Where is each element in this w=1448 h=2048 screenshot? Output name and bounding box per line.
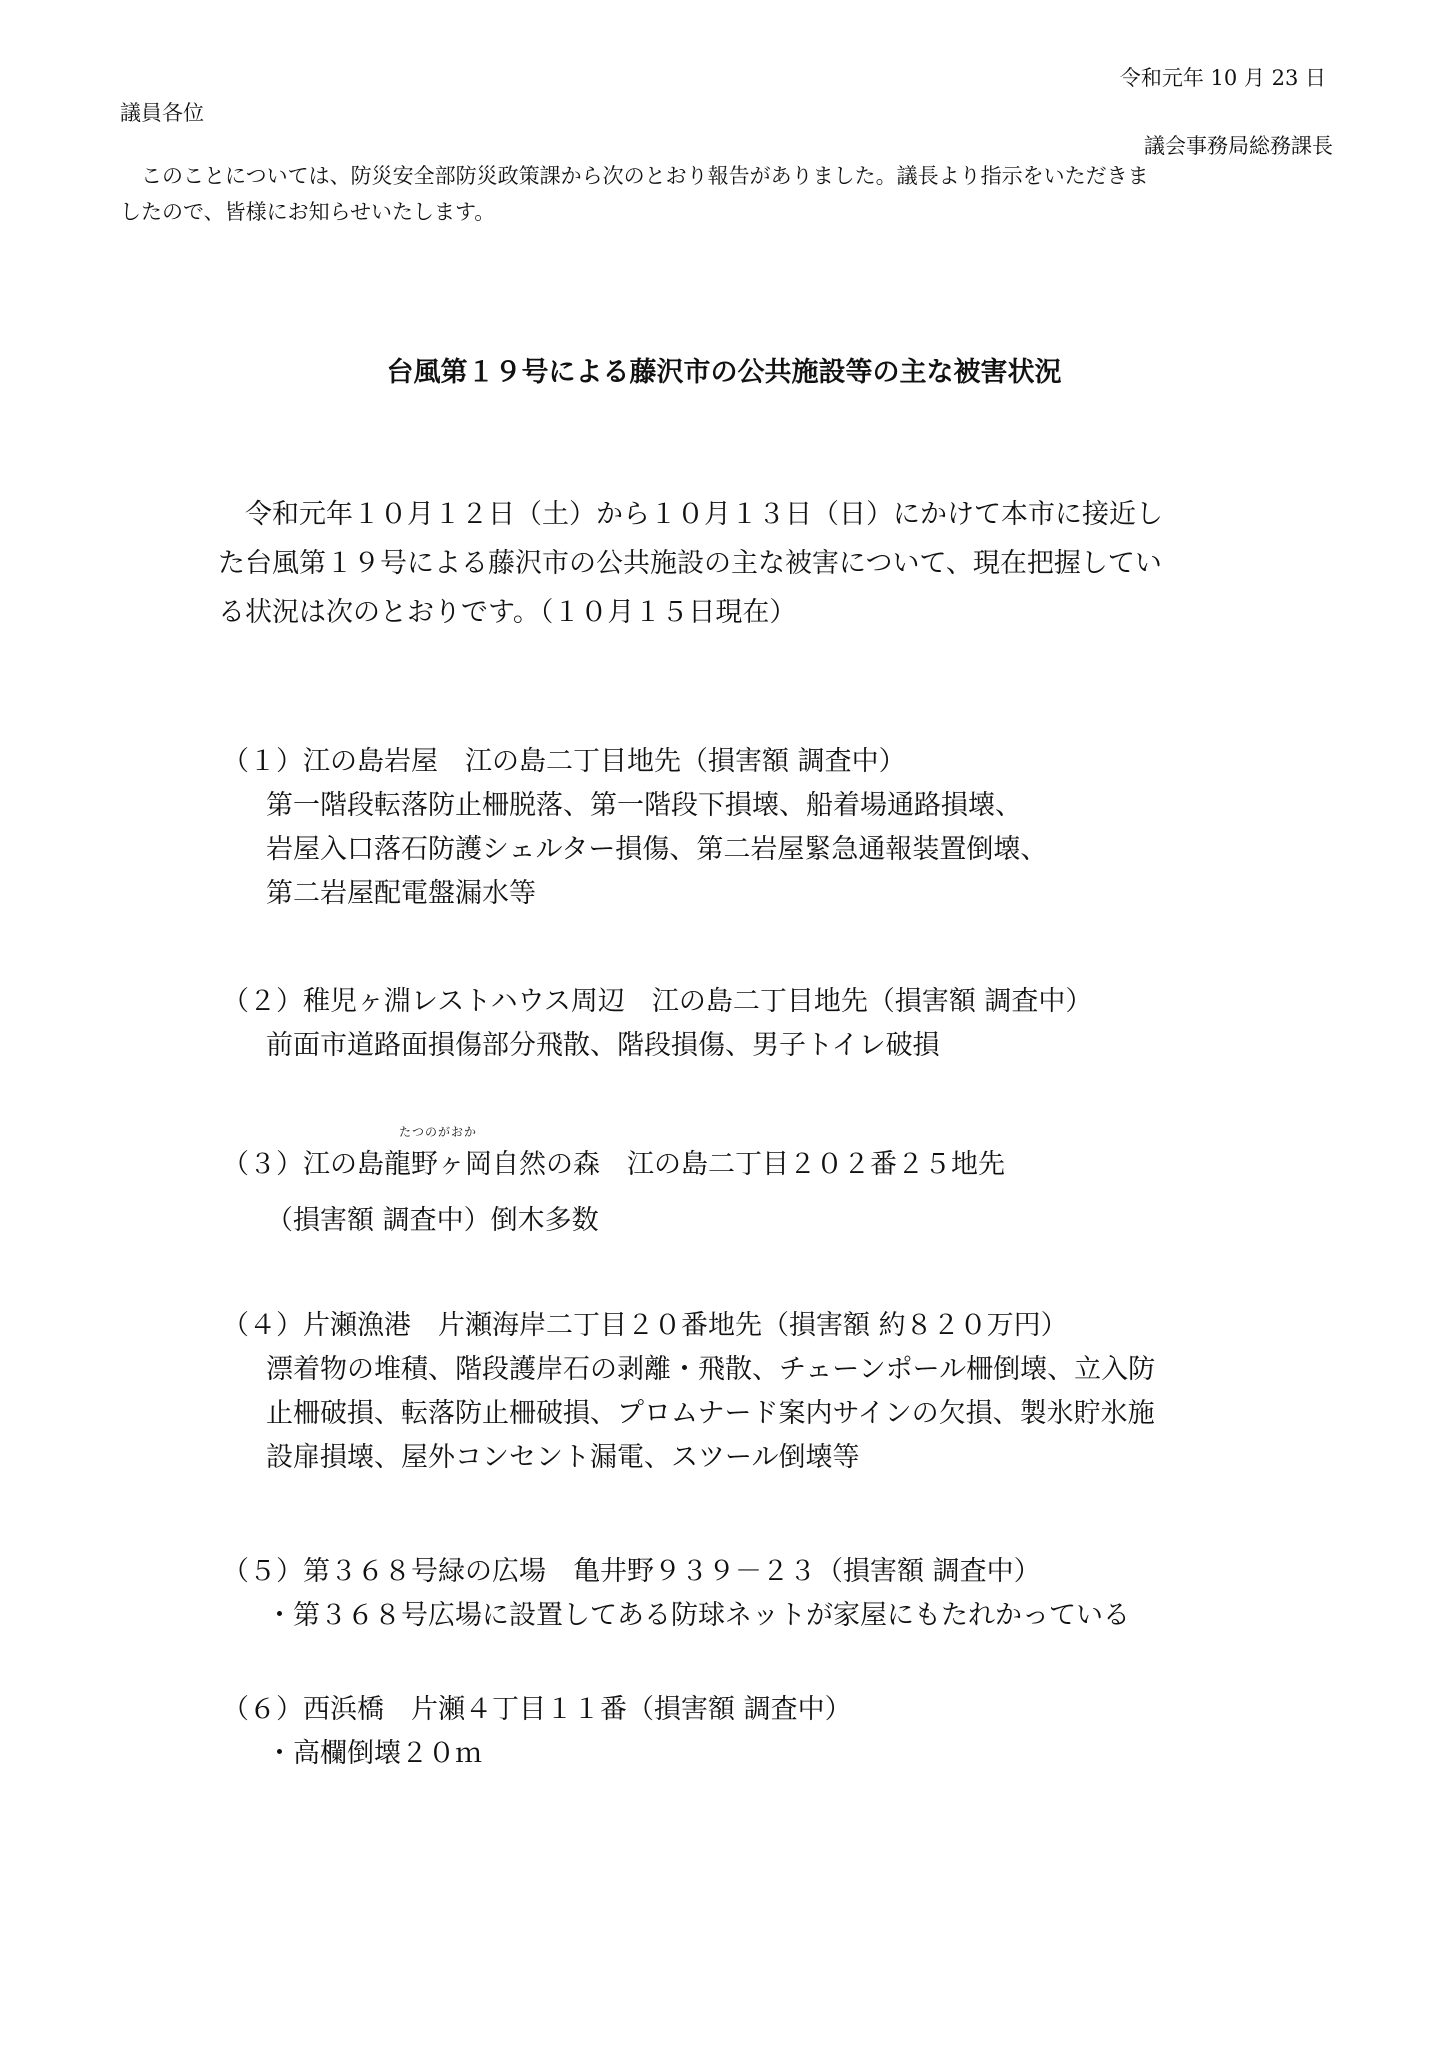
lead-line: た台風第１９号による藤沢市の公共施設の主な被害について、現在把握してい xyxy=(218,548,1162,579)
damage-item-6 xyxy=(222,1688,1322,1776)
sender: 議会事務局総務課長 xyxy=(1144,134,1333,158)
damage-item-detail: 止柵破損、転落防止柵破損、プロムナード案内サインの欠損、製氷貯氷施 xyxy=(266,1398,1155,1429)
damage-item-1 xyxy=(222,740,1322,916)
damage-item-detail: 漂着物の堆積、階段護岸石の剥離・飛散、チェーンポール柵倒壊、立入防 xyxy=(266,1354,1156,1385)
damage-item-detail: ・高欄倒壊２０ｍ xyxy=(266,1738,482,1769)
damage-item-heading: （４）片瀬漁港 片瀬海岸二丁目２０番地先（損害額 約８２０万円） xyxy=(222,1310,1068,1341)
damage-item-3 xyxy=(222,1125,1322,1243)
place-name: 龍野ヶ岡 xyxy=(384,1149,492,1180)
damage-item-detail: 第二岩屋配電盤漏水等 xyxy=(266,878,536,909)
lead-paragraph xyxy=(218,490,1278,637)
place-name-with-reading xyxy=(384,1125,492,1187)
damage-item-detail: 岩屋入口落石防護シェルター損傷、第二岩屋緊急通報装置倒壊、 xyxy=(266,834,1048,865)
damage-item-heading xyxy=(222,1125,1322,1187)
damage-item-heading: （６）西浜橋 片瀬４丁目１１番（損害額 調査中） xyxy=(222,1694,852,1725)
damage-item-2 xyxy=(222,980,1322,1068)
intro-line: このことについては、防災安全部防災政策課から次のとおり報告がありました。議長より指示をいただきま xyxy=(141,164,1149,188)
furigana-reading: たつのがおか xyxy=(398,1125,478,1139)
damage-item-4 xyxy=(222,1304,1322,1480)
lead-line: る状況は次のとおりです。（１０月１５日現在） xyxy=(218,597,797,628)
damage-item-heading: （１）江の島岩屋 江の島二丁目地先（損害額 調査中） xyxy=(222,746,906,777)
heading-prefix: （３）江の島 xyxy=(222,1149,384,1180)
lead-line: 令和元年１０月１２日（土）から１０月１３日（日）にかけて本市に接近し xyxy=(245,499,1163,530)
heading-suffix: 自然の森 江の島二丁目２０２番２５地先 xyxy=(492,1149,1005,1180)
damage-item-heading: （５）第３６８号緑の広場 亀井野９３９－２３（損害額 調査中） xyxy=(222,1556,1041,1587)
damage-item-detail: 前面市道路面損傷部分飛散、階段損傷、男子トイレ破損 xyxy=(266,1030,940,1061)
page-title: 台風第１９号による藤沢市の公共施設等の主な被害状況 xyxy=(386,357,1062,388)
damage-item-heading: （２）稚児ヶ淵レストハウス周辺 江の島二丁目地先（損害額 調査中） xyxy=(222,986,1093,1017)
damage-item-detail: 設扉損壊、屋外コンセント漏電、スツール倒壊等 xyxy=(266,1442,860,1473)
damage-item-5 xyxy=(222,1550,1322,1638)
intro-paragraph xyxy=(120,158,1340,230)
damage-item-detail: 第一階段転落防止柵脱落、第一階段下損壊、船着場通路損壊、 xyxy=(266,790,1022,821)
damage-item-detail: （損害額 調査中）倒木多数 xyxy=(266,1205,599,1236)
damage-item-detail: ・第３６８号広場に設置してある防球ネットが家屋にもたれかっている xyxy=(266,1600,1130,1631)
addressee: 議員各位 xyxy=(120,101,204,125)
document-date: 令和元年 10 月 23 日 xyxy=(1119,66,1326,90)
intro-line: したので、皆様にお知らせいたします。 xyxy=(120,200,496,224)
